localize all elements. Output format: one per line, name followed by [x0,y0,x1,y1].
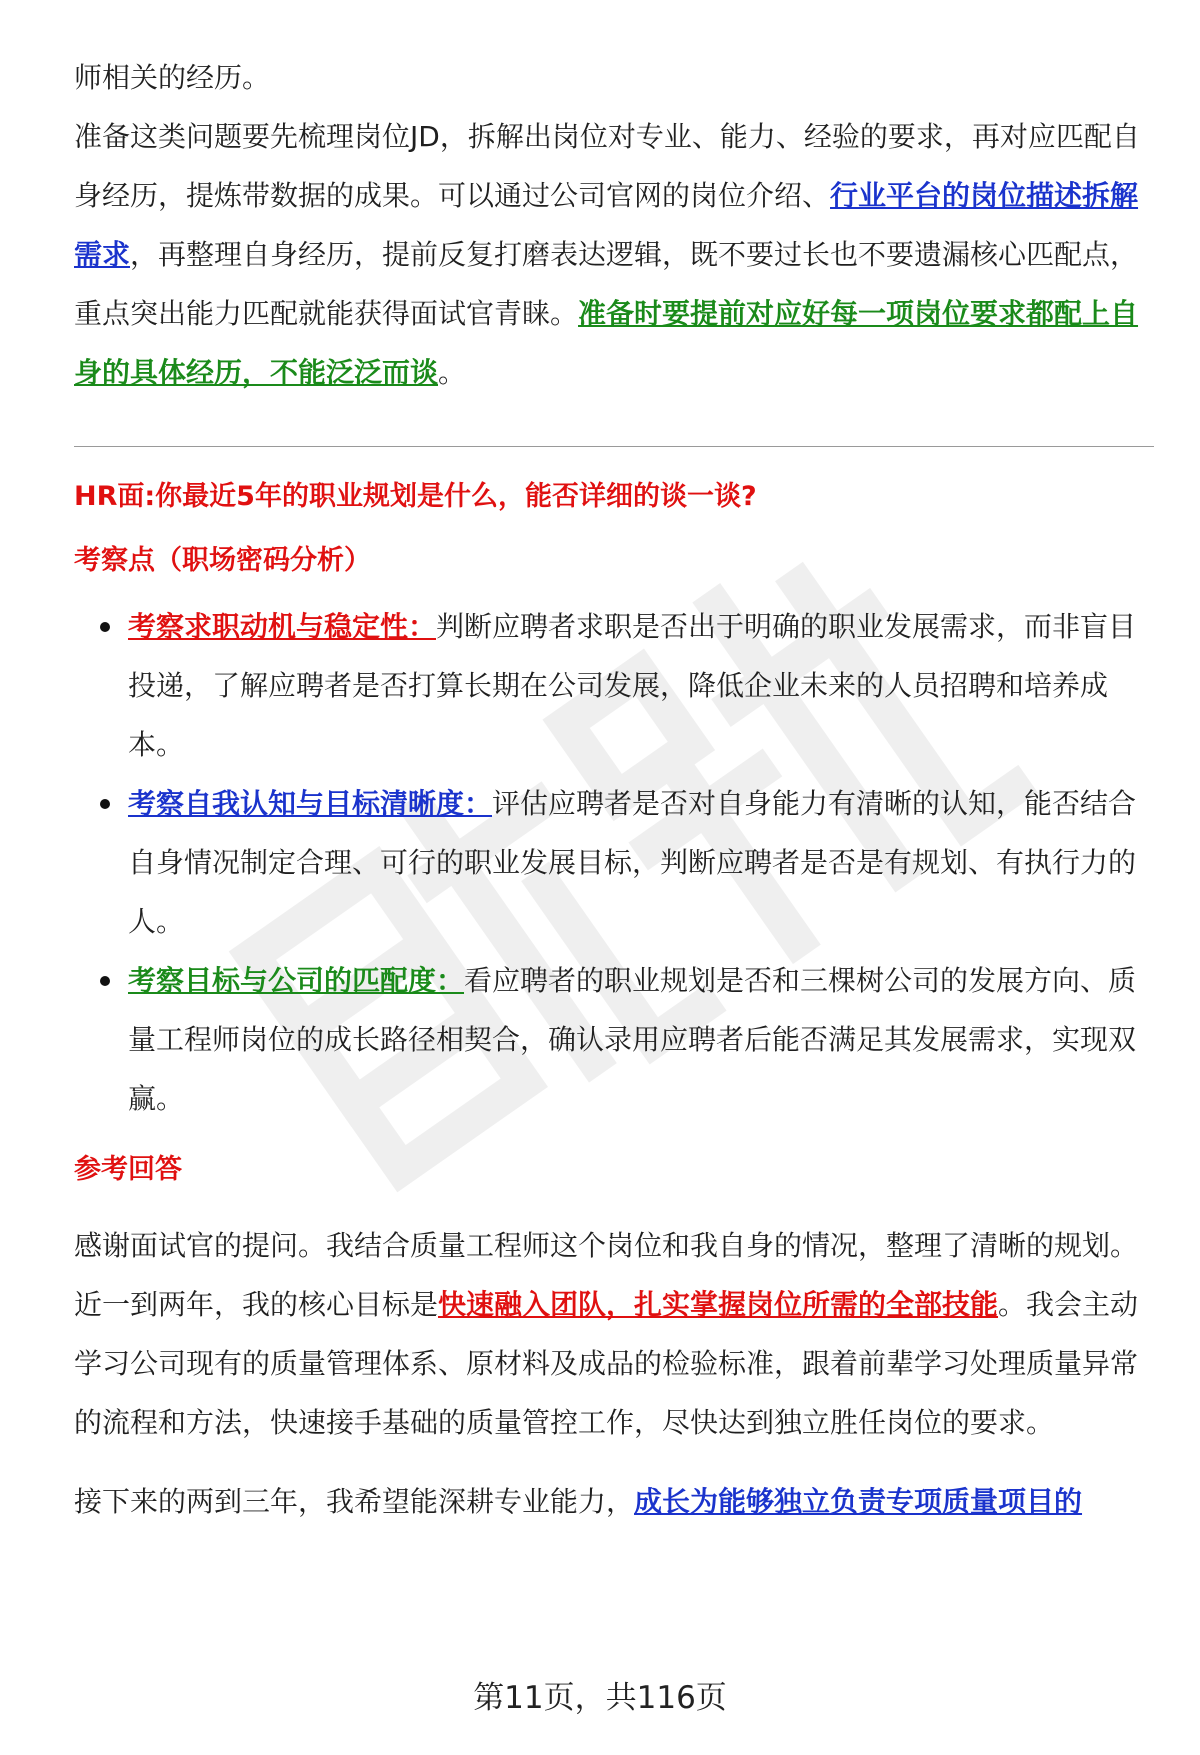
page-number: 第11页，共116页 [473,1680,727,1716]
answer-highlight-2[interactable]: 成长为能够独立负责专项质量项目的 [634,1485,1083,1518]
intro-text: 师相关的经历。 [74,61,271,94]
list-item [128,597,1154,774]
paragraph-preparation [74,107,1154,402]
answer-text-1: 感谢面试官的提问。我结合质量工程师这个岗位和我自身的情况，整理了清晰的规划。近一到两年，我的核心目标是 [74,1229,1139,1321]
points-heading: 考察点（职场密码分析） [74,545,371,576]
prep-text-1: 准备这类问题要先梳理岗位JD，拆解出岗位对专业、能力、经验的要求，再对应匹配自身经历，提炼带数据的成果。可以通过公司官网的岗位介绍、 [74,120,1140,212]
document-body [74,48,1154,1531]
evaluation-points-list [74,597,1154,1128]
industry-platform-link[interactable]: 行业平台的岗位描述拆解需求 [74,179,1139,271]
question-title: HR面:你最近5年的职业规划是什么，能否详细的谈一谈? [74,481,757,512]
prep-text-end: 。 [438,356,467,389]
prep-text-2: ，再整理自身经历，提前反复打磨表达逻辑，既不要过长也不要遗漏核心匹配点，重点突出能力匹配就能获得面试官青睐。 [74,238,1139,330]
list-item [128,951,1154,1128]
point-label: 考察目标与公司的匹配度： [128,964,465,997]
answer-highlight-1: 快速融入团队，扎实掌握岗位所需的全部技能 [438,1288,999,1321]
answer-paragraph-2 [74,1472,1154,1531]
answer-text-2: 。我会主动学习公司现有的质量管理体系、原材料及成品的检验标准，跟着前辈学习处理质量异常的流程和方法，快速接手基础的质量管控工作，尽快达到独立胜任岗位的要求。 [74,1288,1139,1439]
section-divider [74,446,1154,447]
point-text: 看应聘者的职业规划是否和三棵树公司的发展方向、质量工程师岗位的成长路径相契合，确认录用应聘者后能否满足其发展需求，实现双赢。 [128,964,1137,1115]
answer-text-3: 接下来的两到三年，我希望能深耕专业能力， [74,1485,635,1518]
bullet-icon [100,799,110,809]
point-label: 考察自我认知与目标清晰度： [128,787,493,820]
paragraph-intro-tail [74,48,1154,107]
bullet-icon [100,976,110,986]
point-text: 评估应聘者是否对自身能力有清晰的认知，能否结合自身情况制定合理、可行的职业发展目标，判断应聘者是否是有规划、有执行力的人。 [128,787,1137,938]
answer-heading: 参考回答 [74,1154,182,1185]
prep-highlight: 准备时要提前对应好每一项岗位要求都配上自身的具体经历，不能泛泛而谈 [74,297,1139,389]
answer-paragraph-1 [74,1216,1154,1452]
bullet-icon [100,622,110,632]
list-item [128,774,1154,951]
point-label: 考察求职动机与稳定性： [128,610,437,643]
point-text: 判断应聘者求职是否出于明确的职业发展需求，而非盲目投递，了解应聘者是否打算长期在公司发展，降低企业未来的人员招聘和培养成本。 [128,610,1137,761]
